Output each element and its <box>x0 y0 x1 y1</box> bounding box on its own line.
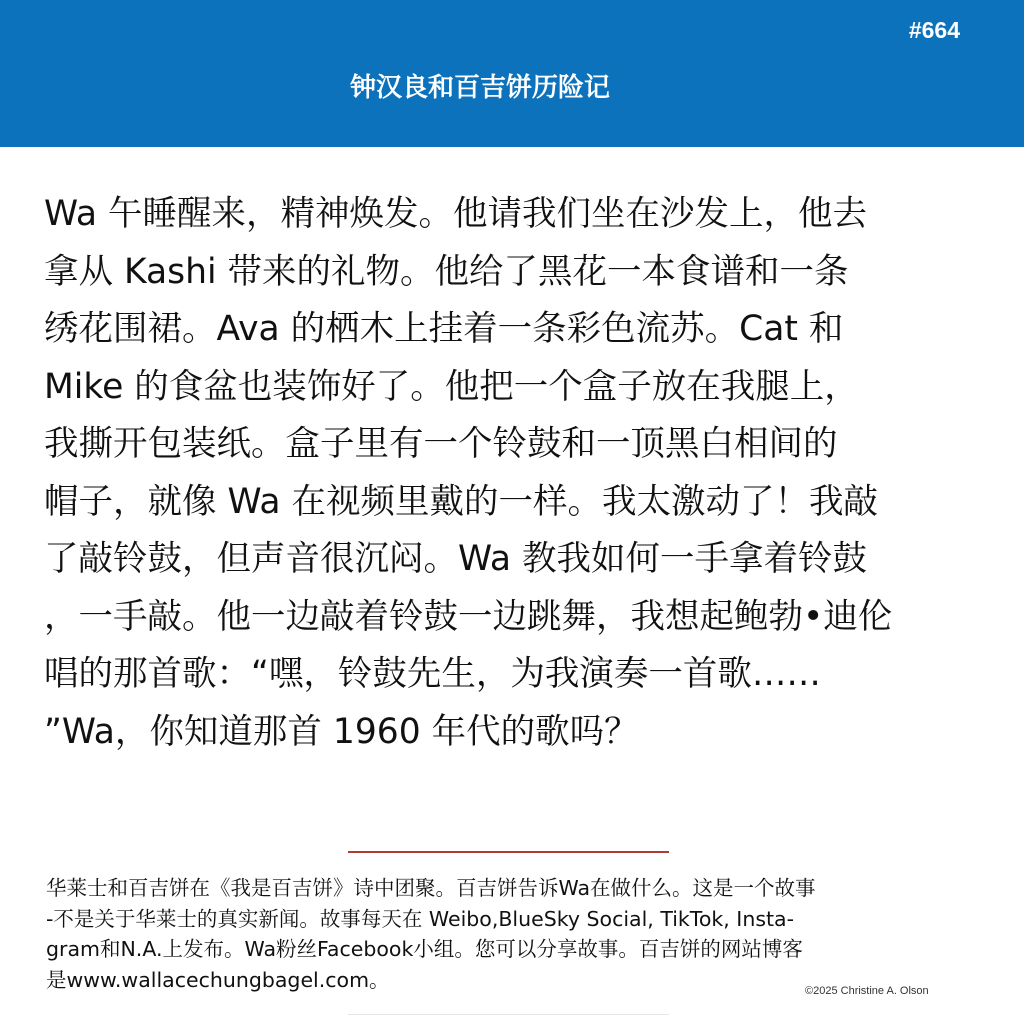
footer-line: 是www.wallacechungbagel.com。 <box>46 967 390 992</box>
header-banner <box>0 0 1024 147</box>
footer-line: 华莱士和百吉饼在《我是百吉饼》诗中团聚。百吉饼告诉Wa在做什么。这是一个故事 <box>46 876 816 900</box>
story-text <box>44 186 984 761</box>
footer-note <box>46 873 986 995</box>
story-line: 拿从 Kashi 带来的礼物。他给了黑花一本食谱和一条 <box>44 251 849 292</box>
story-line: Wa 午睡醒来，精神焕发。他请我们坐在沙发上，他去 <box>44 194 868 234</box>
footer-line: -不是关于华莱士的真实新闻。故事每天在 Weibo,BlueSky Social, TikTok, Insta- <box>46 906 794 931</box>
story-line: ，一手敲。他一边敲着铃鼓一边跳舞，我想起鲍勃•迪伦 <box>44 596 893 637</box>
page-title: 钟汉良和百吉饼历险记 <box>349 73 610 103</box>
story-line: 唱的那首歌：“嘿，铃鼓先生，为我演奏一首歌…… <box>44 654 821 694</box>
bottom-rule <box>348 1014 669 1015</box>
section-divider <box>348 851 669 853</box>
story-line: 绣花围裙。Ava 的栖木上挂着一条彩色流苏。Cat 和 <box>44 309 844 349</box>
story-line: 了敲铃鼓，但声音很沉闷。Wa 教我如何一手拿着铃鼓 <box>44 539 868 579</box>
story-line: Mike 的食盆也装饰好了。他把一个盒子放在我腿上， <box>44 366 859 407</box>
story-line: 我撕开包装纸。盒子里有一个铃鼓和一顶黑白相间的 <box>44 424 838 464</box>
story-line: 帽子，就像 Wa 在视频里戴的一样。我太激动了！我敲 <box>44 481 878 522</box>
copyright-notice: ©2025 Christine A. Olson <box>805 985 929 997</box>
story-line: ”Wa，你知道那首 1960 年代的歌吗？ <box>44 711 639 752</box>
footer-line: gram和N.A.上发布。Wa粉丝Facebook小组。您可以分享故事。百吉饼的网站博客 <box>46 937 803 961</box>
issue-number: #664 <box>908 17 960 43</box>
